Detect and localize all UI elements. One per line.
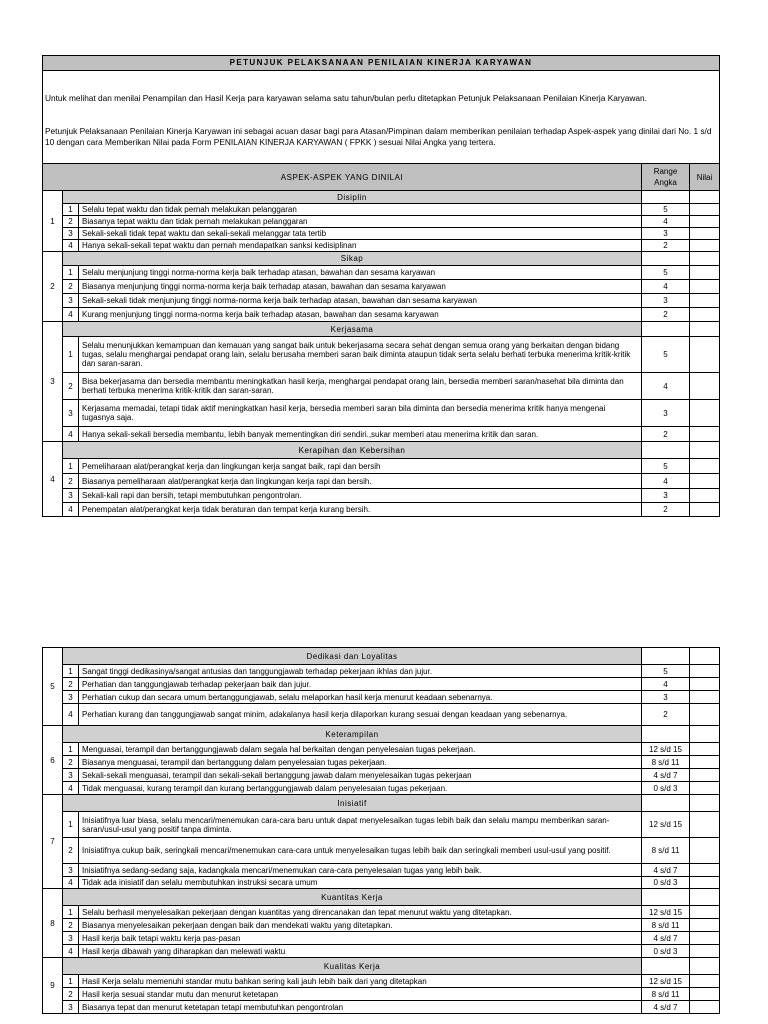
criteria-number: 2 <box>63 919 79 932</box>
criteria-number: 2 <box>63 838 79 864</box>
range-value: 4 s/d 7 <box>642 1001 690 1014</box>
aspect-number: 9 <box>43 958 63 1014</box>
assessment-table-continued <box>42 647 720 1014</box>
range-value: 4 <box>642 474 690 489</box>
criteria-row <box>43 400 720 427</box>
nilai-input[interactable] <box>690 308 720 322</box>
intro-paragraph-1: Untuk melihat dan menilai Penampilan dan Hasil Kerja para karyawan selama satu tahun/bulan perlu ditetapkan Petunjuk Pelaksanaan Penilaian Kinerja Karyawan. <box>42 71 720 121</box>
nilai-input[interactable] <box>690 373 720 400</box>
category-row <box>43 442 720 459</box>
criteria-number: 4 <box>63 427 79 442</box>
criteria-text: Bisa bekerjasama dan bersedia membantu meningkatkan hasil kerja, menghargai pendapat orang lain, bersedia memberi saran/nasehat bila diminta dan berhati terbuka menerima kritik-kritik dan saran-saran. <box>79 373 642 400</box>
nilai-input[interactable] <box>690 474 720 489</box>
nilai-input[interactable] <box>690 228 720 240</box>
range-value: 8 s/d 11 <box>642 756 690 769</box>
range-value: 12 s/d 15 <box>642 975 690 988</box>
nilai-input[interactable] <box>690 812 720 838</box>
range-value: 2 <box>642 704 690 726</box>
criteria-number: 2 <box>63 373 79 400</box>
criteria-row <box>43 427 720 442</box>
criteria-number: 1 <box>63 459 79 474</box>
criteria-number: 2 <box>63 678 79 691</box>
nilai-cell[interactable] <box>690 726 720 743</box>
intro-paragraph-2: Petunjuk Pelaksanaan Penilaian Kinerja Karyawan ini sebagai acuan dasar bagi para Atasan/Pimpinan dalam memberikan penilaian terhadap Aspek-aspek yang dinilai dari No. 1 s/d 10 dengan cara Memberikan Nilai pada Form PENILAIAN KINERJA KARYAWAN ( FPKK ) sesuai Nilai Angka yang tertera. <box>42 121 720 164</box>
criteria-row <box>43 474 720 489</box>
criteria-row <box>43 216 720 228</box>
range-value: 4 <box>642 373 690 400</box>
criteria-row <box>43 691 720 704</box>
criteria-number: 1 <box>63 337 79 373</box>
nilai-input[interactable] <box>690 704 720 726</box>
nilai-input[interactable] <box>690 919 720 932</box>
criteria-row <box>43 782 720 795</box>
nilai-input[interactable] <box>690 503 720 517</box>
criteria-number: 3 <box>63 1001 79 1014</box>
criteria-number: 1 <box>63 812 79 838</box>
criteria-row <box>43 877 720 889</box>
header-range: Range Angka <box>642 164 690 191</box>
criteria-text: Kerjasama memadai, tetapi tidak aktif meningkatkan hasil kerja, bersedia memberi saran bila diminta dan bersedia menerima kritik hanya mengenai tugasnya saja. <box>79 400 642 427</box>
header-nilai: Nilai <box>690 164 720 191</box>
criteria-number: 2 <box>63 756 79 769</box>
criteria-text: Hasil kerja baik tetapi waktu kerja pas-pasan <box>79 932 642 945</box>
criteria-number: 3 <box>63 769 79 782</box>
nilai-input[interactable] <box>690 691 720 704</box>
range-value: 8 s/d 11 <box>642 919 690 932</box>
category-row <box>43 322 720 337</box>
range-cell <box>642 648 690 665</box>
nilai-cell[interactable] <box>690 958 720 975</box>
range-value: 4 s/d 7 <box>642 864 690 877</box>
criteria-row <box>43 838 720 864</box>
criteria-text: Selalu menunjukkan kemampuan dan kemauan yang sangat baik untuk bekerjasama secara sehat dengan semua orang yang berkaitan dengan bidang tugas, selalu menghargai pendapat orang lain, selalu berusaha memberi saran baik diminta ataupun tidak serta selalu berhati terbuka menerima kritik-kritik dan saran-saran. <box>79 337 642 373</box>
page-title: PETUNJUK PELAKSANAAN PENILAIAN KINERJA KARYAWAN <box>42 55 720 71</box>
range-value: 4 s/d 7 <box>642 769 690 782</box>
range-cell <box>642 252 690 266</box>
aspect-number: 5 <box>43 648 63 726</box>
criteria-text: Selalu berhasil menyelesaikan pekerjaan dengan kuantitas yang direncanakan dan tepat menurut waktu yang ditetapkan. <box>79 906 642 919</box>
criteria-number: 2 <box>63 988 79 1001</box>
range-value: 3 <box>642 228 690 240</box>
criteria-text: Hanya sekali-sekali bersedia membantu, lebih banyak mementingkan diri sendiri.,sukar memberi atau menerima kritik dan saran. <box>79 427 642 442</box>
criteria-row <box>43 919 720 932</box>
header-aspek: ASPEK-ASPEK YANG DINILAI <box>43 164 642 191</box>
category-title: Kerjasama <box>63 322 642 337</box>
criteria-number: 3 <box>63 489 79 503</box>
nilai-input[interactable] <box>690 459 720 474</box>
criteria-number: 4 <box>63 308 79 322</box>
range-value: 5 <box>642 266 690 280</box>
nilai-cell[interactable] <box>690 252 720 266</box>
criteria-number: 3 <box>63 864 79 877</box>
criteria-text: Inisiatifnya luar biasa, selalu mencari/menemukan cara-cara baru untuk dapat menyelesaikan tugas lebih baik dan selalu mampu memberikan saran-saran/usul-usul yang positif tanpa diminta. <box>79 812 642 838</box>
criteria-text: Selalu menjunjung tinggi norma-norma kerja baik terhadap atasan, bawahan dan sesama karyawan <box>79 266 642 280</box>
range-value: 12 s/d 15 <box>642 906 690 919</box>
criteria-text: Hasil Kerja selalu memenuhi standar mutu bahkan sering kali jauh lebih baik dari yang ditetapkan <box>79 975 642 988</box>
nilai-cell[interactable] <box>690 191 720 204</box>
criteria-row <box>43 337 720 373</box>
category-title: Inisiatif <box>63 795 642 812</box>
range-value: 2 <box>642 240 690 252</box>
range-cell <box>642 726 690 743</box>
category-row <box>43 726 720 743</box>
category-row <box>43 648 720 665</box>
criteria-row <box>43 906 720 919</box>
nilai-input[interactable] <box>690 1001 720 1014</box>
criteria-row <box>43 1001 720 1014</box>
criteria-row <box>43 975 720 988</box>
criteria-number: 1 <box>63 906 79 919</box>
criteria-number: 2 <box>63 474 79 489</box>
category-row <box>43 958 720 975</box>
category-title: Sikap <box>63 252 642 266</box>
criteria-text: Biasanya menguasai, terampil dan bertanggung dalam penyelesaian tugas pekerjaan. <box>79 756 642 769</box>
criteria-number: 1 <box>63 743 79 756</box>
criteria-text: Biasanya tepat waktu dan tidak pernah melakukan pelanggaran <box>79 216 642 228</box>
category-title: Disiplin <box>63 191 642 204</box>
criteria-text: Sekali-kali rapi dan bersih, tetapi membutuhkan pengontrolan. <box>79 489 642 503</box>
nilai-input[interactable] <box>690 975 720 988</box>
criteria-number: 4 <box>63 945 79 958</box>
criteria-row <box>43 932 720 945</box>
nilai-cell[interactable] <box>690 648 720 665</box>
criteria-number: 2 <box>63 280 79 294</box>
range-value: 12 s/d 15 <box>642 812 690 838</box>
criteria-text: Sekali-sekali tidak menjunjung tinggi norma-norma kerja baik terhadap atasan, bawahan dan sesama karyawan <box>79 294 642 308</box>
range-value: 4 <box>642 280 690 294</box>
criteria-row <box>43 665 720 678</box>
criteria-number: 3 <box>63 691 79 704</box>
range-value: 3 <box>642 691 690 704</box>
category-row <box>43 795 720 812</box>
nilai-input[interactable] <box>690 280 720 294</box>
nilai-input[interactable] <box>690 216 720 228</box>
assessment-table-page-2 <box>42 647 720 1014</box>
range-cell <box>642 442 690 459</box>
nilai-cell[interactable] <box>690 889 720 906</box>
criteria-text: Penempatan alat/perangkat kerja tidak beraturan dan tempat kerja kurang bersih. <box>79 503 642 517</box>
criteria-text: Biasanya tepat dan menurut ketetapan tetapi membutuhkan pengontrolan <box>79 1001 642 1014</box>
nilai-input[interactable] <box>690 988 720 1001</box>
criteria-row <box>43 280 720 294</box>
criteria-text: Sekali-sekali tidak tepat waktu dan sekali-sekali melanggar tata tertib <box>79 228 642 240</box>
range-cell <box>642 889 690 906</box>
aspect-number: 8 <box>43 889 63 958</box>
range-cell <box>642 191 690 204</box>
criteria-number: 1 <box>63 204 79 216</box>
criteria-row <box>43 503 720 517</box>
range-value: 4 <box>642 216 690 228</box>
range-value: 2 <box>642 503 690 517</box>
criteria-row <box>43 228 720 240</box>
criteria-row <box>43 204 720 216</box>
range-value: 0 s/d 3 <box>642 945 690 958</box>
nilai-input[interactable] <box>690 932 720 945</box>
nilai-input[interactable] <box>690 877 720 889</box>
nilai-input[interactable] <box>690 743 720 756</box>
criteria-number: 4 <box>63 877 79 889</box>
criteria-text: Inisiatifnya cukup baik, seringkali mencari/menemukan cara-cara untuk menyelesaikan tugas lebih baik dan seringkali memberi usul-usul yang positif. <box>79 838 642 864</box>
range-value: 3 <box>642 489 690 503</box>
criteria-row <box>43 459 720 474</box>
nilai-input[interactable] <box>690 838 720 864</box>
category-row <box>43 889 720 906</box>
nilai-input[interactable] <box>690 294 720 308</box>
criteria-text: Kurang menjunjung tinggi norma-norma kerja baik terhadap atasan, bawahan dan sesama karyawan <box>79 308 642 322</box>
nilai-input[interactable] <box>690 337 720 373</box>
criteria-number: 3 <box>63 228 79 240</box>
criteria-number: 4 <box>63 782 79 795</box>
range-value: 8 s/d 11 <box>642 988 690 1001</box>
range-value: 5 <box>642 459 690 474</box>
criteria-row <box>43 240 720 252</box>
range-value: 2 <box>642 308 690 322</box>
range-value: 5 <box>642 337 690 373</box>
criteria-row <box>43 373 720 400</box>
criteria-row <box>43 812 720 838</box>
category-row <box>43 191 720 204</box>
range-value: 5 <box>642 204 690 216</box>
nilai-input[interactable] <box>690 489 720 503</box>
range-value: 0 s/d 3 <box>642 782 690 795</box>
nilai-input[interactable] <box>690 427 720 442</box>
category-title: Kualitas Kerja <box>63 958 642 975</box>
category-title: Kerapihan dan Kebersihan <box>63 442 642 459</box>
range-value: 4 <box>642 678 690 691</box>
criteria-row <box>43 308 720 322</box>
nilai-cell[interactable] <box>690 442 720 459</box>
criteria-text: Tidak menguasai, kurang terampil dan kurang bertanggungjawab dalam penyelesaian tugas pekerjaan. <box>79 782 642 795</box>
criteria-text: Hasil kerja sesuai standar mutu dan menurut ketetapan <box>79 988 642 1001</box>
nilai-input[interactable] <box>690 240 720 252</box>
criteria-row <box>43 266 720 280</box>
nilai-cell[interactable] <box>690 322 720 337</box>
criteria-number: 3 <box>63 400 79 427</box>
criteria-text: Selalu tepat waktu dan tidak pernah melakukan pelanggaran <box>79 204 642 216</box>
criteria-number: 3 <box>63 932 79 945</box>
range-value: 5 <box>642 665 690 678</box>
category-title: Dedikasi dan Loyalitas <box>63 648 642 665</box>
criteria-text: Biasanya menjunjung tinggi norma-norma kerja baik terhadap atasan, bawahan dan sesama karyawan <box>79 280 642 294</box>
criteria-row <box>43 704 720 726</box>
aspect-number: 1 <box>43 191 63 252</box>
nilai-input[interactable] <box>690 769 720 782</box>
criteria-text: Perhatian kurang dan tanggungjawab sangat minim, adakalanya hasil kerja dilaporkan kurang sesuai dengan keadaan yang sebenarnya. <box>79 704 642 726</box>
criteria-text: Biasanya pemeliharaan alat/perangkat kerja dan lingkungan kerja rapi dan bersih. <box>79 474 642 489</box>
nilai-input[interactable] <box>690 665 720 678</box>
criteria-number: 1 <box>63 975 79 988</box>
range-cell <box>642 958 690 975</box>
nilai-input[interactable] <box>690 204 720 216</box>
aspect-number: 7 <box>43 795 63 889</box>
criteria-number: 4 <box>63 240 79 252</box>
criteria-number: 3 <box>63 294 79 308</box>
range-cell <box>642 322 690 337</box>
criteria-text: Menguasai, terampil dan bertanggungjawab dalam segala hal berkaitan dengan penyelesaian tugas pekerjaan. <box>79 743 642 756</box>
criteria-number: 4 <box>63 704 79 726</box>
category-title: Kuantitas Kerja <box>63 889 642 906</box>
criteria-row <box>43 864 720 877</box>
criteria-text: Biasanya menyelesaikan pekerjaan dengan baik dan mendekati waktu yang ditetapkan. <box>79 919 642 932</box>
category-title: Keterampilan <box>63 726 642 743</box>
assessment-table <box>42 163 720 517</box>
criteria-text: Inisiatifnya sedang-sedang saja, kadangkala mencari/menemukan cara-cara penyelesaian tugas yang lebih baik. <box>79 864 642 877</box>
range-value: 4 s/d 7 <box>642 932 690 945</box>
range-value: 3 <box>642 400 690 427</box>
criteria-row <box>43 489 720 503</box>
range-value: 12 s/d 15 <box>642 743 690 756</box>
range-value: 3 <box>642 294 690 308</box>
criteria-number: 2 <box>63 216 79 228</box>
criteria-text: Sangat tinggi dedikasinya/sangat antusias dan tanggungjawab terhadap pekerjaan ikhlas dan jujur. <box>79 665 642 678</box>
criteria-text: Hanya sekali-sekali tepat waktu dan pernah mendapatkan sanksi kedisiplinan <box>79 240 642 252</box>
criteria-text: Hasil kerja dibawah yang diharapkan dan melewati waktu <box>79 945 642 958</box>
aspect-number: 3 <box>43 322 63 442</box>
criteria-text: Pemeliharaan alat/perangkat kerja dan lingkungan kerja sangat baik, rapi dan bersih <box>79 459 642 474</box>
nilai-input[interactable] <box>690 906 720 919</box>
category-row <box>43 252 720 266</box>
aspect-number: 2 <box>43 252 63 322</box>
criteria-number: 1 <box>63 266 79 280</box>
criteria-text: Perhatian cukup dan secara umum bertanggungjawab, selalu melaporkan hasil kerja menurut keadaan sebenarnya. <box>79 691 642 704</box>
nilai-input[interactable] <box>690 756 720 769</box>
range-value: 8 s/d 11 <box>642 838 690 864</box>
criteria-number: 4 <box>63 503 79 517</box>
nilai-input[interactable] <box>690 400 720 427</box>
nilai-input[interactable] <box>690 945 720 958</box>
criteria-text: Perhatian dan tanggungjawab terhadap pekerjaan baik dan jujur. <box>79 678 642 691</box>
criteria-row <box>43 294 720 308</box>
criteria-row <box>43 769 720 782</box>
criteria-row <box>43 756 720 769</box>
criteria-row <box>43 743 720 756</box>
assessment-table-page-1 <box>42 163 720 517</box>
nilai-input[interactable] <box>690 782 720 795</box>
criteria-number: 1 <box>63 665 79 678</box>
criteria-text: Tidak ada inisiatif dan selalu membutuhkan instruksi secara umum <box>79 877 642 889</box>
range-value: 0 s/d 3 <box>642 877 690 889</box>
aspect-number: 4 <box>43 442 63 517</box>
document-header <box>42 55 720 164</box>
criteria-row <box>43 945 720 958</box>
range-value: 2 <box>642 427 690 442</box>
table-header <box>43 164 720 191</box>
criteria-row <box>43 988 720 1001</box>
nilai-cell[interactable] <box>690 795 720 812</box>
nilai-input[interactable] <box>690 266 720 280</box>
criteria-text: Sekali-sekali menguasai, terampil dan sekali-sekali bertanggung jawab dalam menyelesaikan tugas pekerjaan <box>79 769 642 782</box>
aspect-number: 6 <box>43 726 63 795</box>
nilai-input[interactable] <box>690 678 720 691</box>
criteria-row <box>43 678 720 691</box>
nilai-input[interactable] <box>690 864 720 877</box>
range-cell <box>642 795 690 812</box>
